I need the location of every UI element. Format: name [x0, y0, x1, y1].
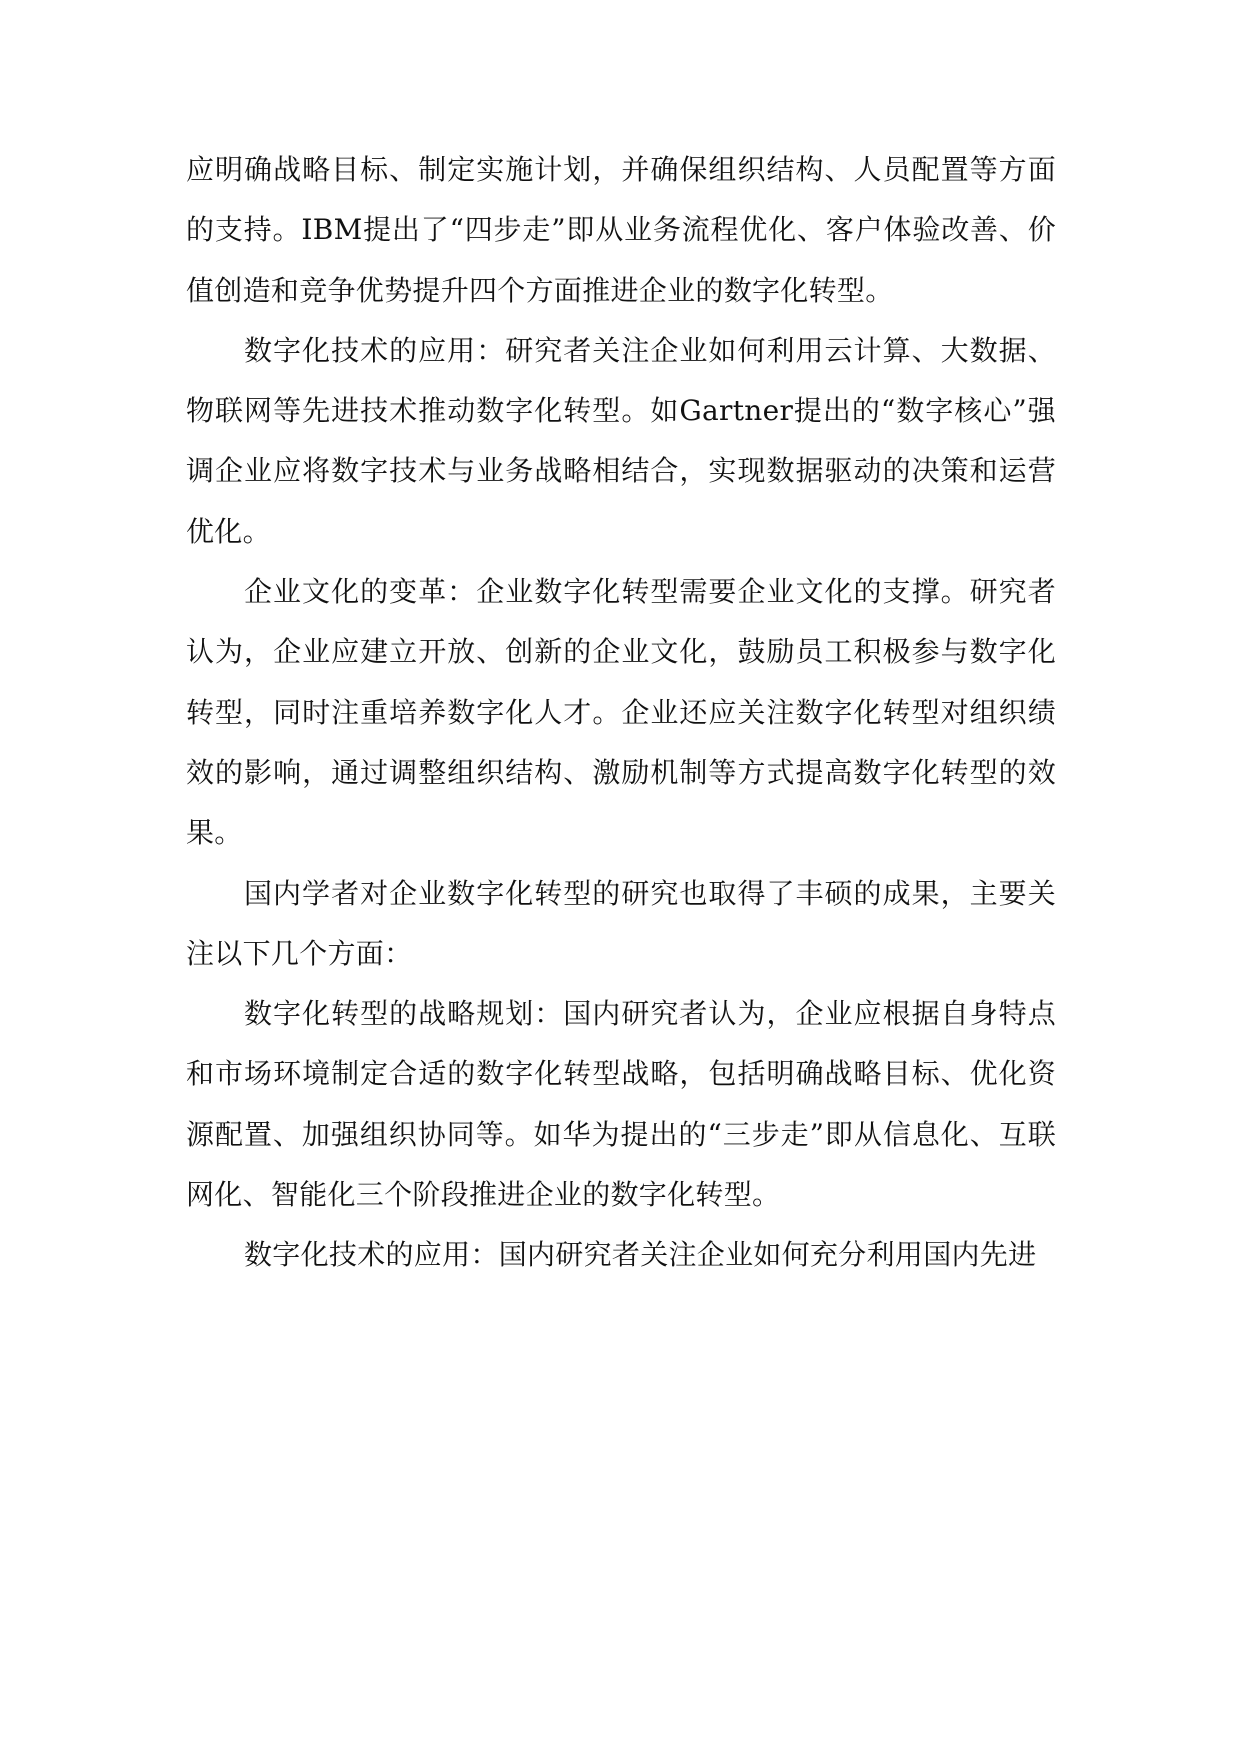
- paragraph-corporate-culture: 企业文化的变革：企业数字化转型需要企业文化的支撑。研究者认为，企业应建立开放、创新的企业文化，鼓励员工积极参与数字化转型，同时注重培养数字化人才。企业还应关注数字化转型对组织绩效的影响，通过调整组织结构、激励机制等方式提高数字化转型的效果。: [186, 575, 1056, 850]
- paragraph-digital-tech-application: 数字化技术的应用：研究者关注企业如何利用云计算、大数据、物联网等先进技术推动数字化转型。如Gartner提出的“数字核心”强调企业应将数字技术与业务战略相结合，实现数据驱动的决策和运营优化。: [186, 333, 1056, 548]
- paragraph-domestic-research-intro: 国内学者对企业数字化转型的研究也取得了丰硕的成果，主要关注以下几个方面：: [186, 876, 1056, 970]
- paragraph-continuation: 应明确战略目标、制定实施计划，并确保组织结构、人员配置等方面的支持。IBM提出了“四步走”即从业务流程优化、客户体验改善、价值创造和竞争优势提升四个方面推进企业的数字化转型。: [186, 153, 1056, 307]
- paragraph-strategic-planning: 数字化转型的战略规划：国内研究者认为，企业应根据自身特点和市场环境制定合适的数字化转型战略，包括明确战略目标、优化资源配置、加强组织协同等。如华为提出的“三步走”即从信息化、互联网化、智能化三个阶段推进企业的数字化转型。: [186, 997, 1056, 1212]
- paragraph-domestic-tech-application: 数字化技术的应用：国内研究者关注企业如何充分利用国内先进: [244, 1238, 1037, 1272]
- document-body: [186, 140, 1056, 1286]
